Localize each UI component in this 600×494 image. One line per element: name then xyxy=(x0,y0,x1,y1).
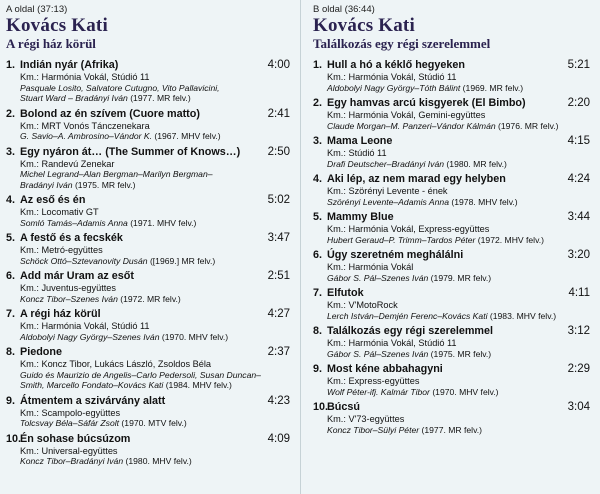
track-number: 5. xyxy=(313,211,323,223)
track-performers xyxy=(313,338,594,349)
recording-info: (1975. MR felv.) xyxy=(430,348,492,359)
track-title: Add már Uram az esőt xyxy=(20,270,134,282)
track-heading-text xyxy=(313,97,526,110)
track-heading xyxy=(313,249,594,262)
track-line-text: Km.: Juventus-együttes xyxy=(20,283,117,293)
side-a-album-title: A régi ház körül xyxy=(6,36,96,51)
track-heading xyxy=(6,194,294,207)
track-number: 9. xyxy=(6,394,16,407)
track-entry xyxy=(313,97,594,131)
track-line-text: Km.: Harmónia Vokál, Stúdió 11 xyxy=(20,72,150,82)
track-performers xyxy=(313,300,594,311)
track-duration: 3:04 xyxy=(567,401,590,413)
track-duration: 4:27 xyxy=(267,308,290,320)
recording-info: (1977. MR felv.) xyxy=(130,93,191,103)
track-title: Bolond az én szívem (Cuore matto) xyxy=(20,107,200,120)
recording-info: (1971. MHV felv.) xyxy=(130,217,197,228)
track-duration: 2:37 xyxy=(267,346,290,358)
track-credits xyxy=(6,93,294,104)
track-credits xyxy=(313,425,594,436)
track-credits xyxy=(313,273,594,284)
track-duration: 5:21 xyxy=(567,59,590,71)
track-title: A régi ház körül xyxy=(20,308,101,320)
track-performers xyxy=(6,207,294,218)
track-entry xyxy=(313,287,594,321)
recording-info: (1970. MHV felv.) xyxy=(161,331,229,342)
track-title: Piedone xyxy=(20,346,62,358)
track-line-text: Guido és Maurizio de Angelis–Carlo Pedersoli, Susan Duncan– xyxy=(20,369,261,380)
track-entry xyxy=(313,249,594,283)
track-line-text: Km.: Harmónia Vokál, Stúdió 11 xyxy=(327,72,457,82)
track-number: 7. xyxy=(313,287,323,299)
track-performers xyxy=(6,72,294,83)
track-performers xyxy=(313,148,594,159)
track-heading xyxy=(6,59,294,72)
track-performers xyxy=(313,262,594,273)
track-entry xyxy=(313,325,594,359)
track-line-text: Km.: Scampolo-együttes xyxy=(20,407,121,418)
side-b-album-title: Találkozás egy régi szerelemmel xyxy=(313,36,491,51)
track-credits xyxy=(313,121,594,132)
track-title: Hull a hó a kéklő hegyeken xyxy=(327,59,466,71)
track-performers xyxy=(6,359,294,370)
track-number: 8. xyxy=(6,346,16,358)
track-title: Elfutok xyxy=(327,287,364,299)
track-heading-text xyxy=(6,232,123,245)
track-heading xyxy=(6,146,294,159)
track-heading xyxy=(313,287,594,300)
track-line-text: Km.: Locomativ GT xyxy=(20,207,99,217)
track-entry xyxy=(6,108,294,142)
track-entry xyxy=(313,211,594,245)
recording-info: (1967. MHV felv.) xyxy=(154,131,221,141)
track-heading-text xyxy=(6,433,130,446)
track-duration: 4:23 xyxy=(267,394,290,407)
track-credits xyxy=(313,159,594,170)
recording-info: (1979. MR felv.) xyxy=(430,272,492,283)
track-heading xyxy=(313,97,594,110)
track-entry xyxy=(313,363,594,397)
track-heading-text xyxy=(313,135,392,148)
track-line-text: Hubert Geraud–P. Trimm–Tardos Péter xyxy=(327,234,478,245)
track-title: Úgy szeretném meghálálni xyxy=(327,249,464,261)
recording-info: (1970. MTV felv.) xyxy=(121,418,187,428)
recording-info: (1978. MHV felv.) xyxy=(451,196,518,207)
track-line-text: Pasquale Losito, Salvatore Cutugno, Vito Pallavicini, xyxy=(20,82,220,93)
track-heading xyxy=(6,108,294,121)
side-a-track-list xyxy=(6,59,294,467)
track-entry xyxy=(6,308,294,342)
track-duration: 3:44 xyxy=(567,211,590,223)
track-entry xyxy=(6,232,294,266)
track-line-text: Lerch István–Demjén Ferenc–Kovács Kati xyxy=(327,310,490,321)
track-line-text: Km.: Harmónia Vokál xyxy=(327,262,414,272)
track-entry xyxy=(6,395,294,429)
track-number: 2. xyxy=(6,107,16,120)
track-duration: 3:20 xyxy=(567,249,590,261)
track-line-text: Km.: Harmónia Vokál, Express-együttes xyxy=(327,224,490,234)
track-line-text: Km.: Universal-együttes xyxy=(20,445,118,456)
track-performers xyxy=(6,321,294,332)
track-performers xyxy=(313,414,594,425)
track-credits xyxy=(6,370,294,381)
track-line-text: Wolf Péter-ifj. Kalmár Tibor xyxy=(327,386,433,397)
track-line-text: Km.: Express-együttes xyxy=(327,376,420,386)
track-heading-text xyxy=(313,249,463,262)
track-credits xyxy=(6,83,294,94)
track-performers xyxy=(6,446,294,457)
track-line-text: Schöck Ottó–Sztevanovity Dusán xyxy=(20,255,150,266)
side-b-label: B oldal (36:44) xyxy=(313,4,375,15)
track-line-text: Aldobolyi Nagy György–Tóth Bálint xyxy=(327,82,463,93)
track-line-text: Smith, Marcello Fondato–Kovács Kati xyxy=(20,380,166,390)
track-line-text: Km.: Harmónia Vokál, Gemini-együttes xyxy=(327,110,486,120)
track-heading xyxy=(313,135,594,148)
track-heading xyxy=(313,173,594,186)
track-performers xyxy=(313,224,594,235)
track-title: Búcsú xyxy=(327,401,360,413)
track-line-text: Koncz Tibor–Sülyi Péter xyxy=(327,424,422,435)
track-duration: 4:24 xyxy=(567,173,590,185)
track-performers xyxy=(6,283,294,294)
track-number: 3. xyxy=(313,135,323,147)
recording-info: (1977. MR felv.) xyxy=(421,424,482,435)
side-b-artist: Kovács Kati xyxy=(313,15,415,36)
track-line-text: Bradányi Iván xyxy=(20,179,75,190)
track-heading-text xyxy=(313,401,360,414)
track-duration: 2:20 xyxy=(567,97,590,109)
track-credits xyxy=(6,131,294,142)
side-b-column xyxy=(300,0,600,494)
track-credits xyxy=(313,197,594,208)
track-credits xyxy=(6,380,294,391)
track-performers xyxy=(313,376,594,387)
recording-info: (1976. MR felv.) xyxy=(498,120,559,131)
track-line-text: Aldobolyi Nagy György–Szenes Iván xyxy=(20,331,162,342)
track-heading xyxy=(313,363,594,376)
track-credits xyxy=(313,83,594,94)
track-heading-text xyxy=(6,194,85,207)
track-entry xyxy=(313,401,594,435)
track-line-text: Km.: Harmónia Vokál, Stúdió 11 xyxy=(20,321,150,331)
track-number: 6. xyxy=(313,249,323,261)
track-line-text: Gábor S. Pál–Szenes Iván xyxy=(327,348,431,359)
track-number: 1. xyxy=(6,59,16,71)
track-title: Egy nyáron át… (The Summer of Knows…) xyxy=(20,145,241,158)
track-line-text: Km.: Randevú Zenekar xyxy=(20,158,115,169)
track-number: 7. xyxy=(6,308,16,320)
track-line-text: Drafi Deutscher–Bradányi Iván xyxy=(327,158,447,169)
track-number: 2. xyxy=(313,97,323,109)
track-title: Az eső és én xyxy=(20,194,86,206)
track-number: 1. xyxy=(313,59,323,71)
track-credits xyxy=(6,169,294,180)
track-heading-text xyxy=(313,287,364,300)
track-credits xyxy=(6,256,294,267)
track-line-text: Somló Tamás–Adamis Anna xyxy=(20,217,131,228)
track-credits xyxy=(6,456,294,467)
track-heading-text xyxy=(313,211,394,224)
track-credits xyxy=(313,311,594,322)
track-line-text: Km.: Stúdió 11 xyxy=(327,148,387,158)
track-heading xyxy=(313,401,594,414)
track-heading xyxy=(6,270,294,283)
track-line-text: Km.: V'73-együttes xyxy=(327,414,405,424)
track-credits xyxy=(6,218,294,229)
track-number: 10. xyxy=(6,432,22,445)
track-heading-text xyxy=(313,325,493,338)
recording-info: (1984. MHV felv.) xyxy=(165,380,232,390)
track-number: 5. xyxy=(6,232,16,244)
track-duration: 2:41 xyxy=(267,107,290,120)
track-number: 4. xyxy=(6,194,16,206)
track-number: 8. xyxy=(313,325,323,337)
track-title: Én sohase búcsúzom xyxy=(20,432,131,445)
track-entry xyxy=(6,194,294,228)
recording-info: (1980. MHV felv.) xyxy=(125,456,192,466)
side-a-label: A oldal (37:13) xyxy=(6,4,68,15)
track-line-text: Koncz Tibor–Bradányi Iván xyxy=(20,456,126,466)
track-performers xyxy=(6,121,294,132)
track-number: 6. xyxy=(6,270,16,282)
track-entry xyxy=(313,135,594,169)
track-duration: 3:12 xyxy=(567,325,590,337)
recording-info: (1980. MR felv.) xyxy=(446,158,507,169)
track-duration: 4:15 xyxy=(567,135,590,147)
track-credits xyxy=(313,349,594,360)
track-duration: 4:11 xyxy=(568,287,590,299)
track-credits xyxy=(6,294,294,305)
track-heading xyxy=(6,433,294,446)
track-performers xyxy=(313,186,594,197)
track-title: Indián nyár (Afrika) xyxy=(20,59,119,71)
track-heading-text xyxy=(6,146,240,159)
track-duration: 2:51 xyxy=(267,270,290,282)
track-entry xyxy=(6,146,294,191)
track-line-text: Claude Morgan–M. Panzeri–Vándor Kálmán xyxy=(327,120,499,131)
track-heading xyxy=(6,308,294,321)
track-heading-text xyxy=(313,363,443,376)
track-performers xyxy=(6,245,294,256)
track-title: Mammy Blue xyxy=(327,211,394,223)
track-performers xyxy=(6,159,294,170)
track-line-text: Stuart Ward – Bradányi Iván xyxy=(20,93,131,103)
track-title: A festő és a fecskék xyxy=(20,232,123,244)
recording-info: (1972. MR felv.) xyxy=(120,293,181,304)
side-a-artist: Kovács Kati xyxy=(6,15,108,36)
track-credits xyxy=(313,235,594,246)
recording-info: ([1969.] MR felv.) xyxy=(149,255,216,266)
track-number: 4. xyxy=(313,173,323,185)
track-line-text: Koncz Tibor–Szenes Iván xyxy=(20,293,121,304)
recording-info: (1970. MHV felv.) xyxy=(432,386,499,397)
track-line-text: Km.: Metró-együttes xyxy=(20,245,103,255)
track-entry xyxy=(313,59,594,93)
track-heading-text xyxy=(6,346,62,359)
track-entry xyxy=(6,59,294,104)
track-credits xyxy=(313,387,594,398)
track-heading-text xyxy=(6,108,200,121)
track-title: Most kéne abbahagyni xyxy=(327,363,443,375)
track-heading xyxy=(313,325,594,338)
track-performers xyxy=(6,408,294,419)
track-line-text: Km.: Koncz Tibor, Lukács László, Zsoldos Béla xyxy=(20,359,211,369)
track-number: 3. xyxy=(6,145,16,158)
track-entry xyxy=(313,173,594,207)
track-heading xyxy=(6,232,294,245)
track-heading xyxy=(6,346,294,359)
track-entry xyxy=(6,346,294,391)
recording-info: (1983. MHV felv.) xyxy=(489,310,557,321)
track-duration: 2:50 xyxy=(267,145,290,158)
track-entry xyxy=(6,433,294,467)
track-line-text: Szörényi Levente–Adamis Anna xyxy=(327,196,452,207)
track-line-text: Km.: V'MotoRock xyxy=(327,300,398,310)
track-heading xyxy=(313,59,594,72)
track-duration: 4:09 xyxy=(267,432,290,445)
track-heading-text xyxy=(6,59,118,72)
track-entry xyxy=(6,270,294,304)
track-duration: 3:47 xyxy=(267,232,290,244)
track-heading xyxy=(6,395,294,408)
track-title: Átmentem a szivárvány alatt xyxy=(20,394,166,407)
track-number: 10. xyxy=(313,401,329,413)
track-heading-text xyxy=(313,173,506,186)
track-line-text: Km.: MRT Vonós Tánczenekara xyxy=(20,120,150,131)
track-number: 9. xyxy=(313,363,323,375)
track-performers xyxy=(313,110,594,121)
track-title: Mama Leone xyxy=(327,135,393,147)
track-credits xyxy=(6,332,294,343)
track-line-text: G. Savio–A. Ambrosino–Vándor K. xyxy=(20,131,155,141)
track-title: Aki lép, az nem marad egy helyben xyxy=(327,173,506,185)
track-line-text: Gábor S. Pál–Szenes Iván xyxy=(327,272,431,283)
track-title: Találkozás egy régi szerelemmel xyxy=(327,325,494,337)
side-b-track-list xyxy=(313,59,594,435)
track-line-text: Michel Legrand–Alan Bergman–Marilyn Bergman– xyxy=(20,169,213,179)
track-heading xyxy=(313,211,594,224)
track-title: Egy hamvas arcú kisgyerek (El Bimbo) xyxy=(327,97,526,109)
track-heading-text xyxy=(6,308,101,321)
track-heading-text xyxy=(313,59,465,72)
track-line-text: Km.: Harmónia Vokál, Stúdió 11 xyxy=(327,338,457,348)
track-line-text: Tolcsvay Béla–Sáfár Zsolt xyxy=(20,418,122,428)
track-line-text: Km.: Szörényi Levente - ének xyxy=(327,186,448,196)
track-heading-text xyxy=(6,270,134,283)
track-performers xyxy=(313,72,594,83)
track-duration: 5:02 xyxy=(267,194,290,206)
recording-info: (1969. MR felv.) xyxy=(462,82,524,93)
track-heading-text xyxy=(6,395,165,408)
track-duration: 2:29 xyxy=(567,363,590,375)
recording-info: (1972. MHV felv.) xyxy=(477,234,545,245)
recording-info: (1975. MR felv.) xyxy=(74,179,136,190)
track-credits xyxy=(6,418,294,429)
track-credits xyxy=(6,180,294,191)
track-duration: 4:00 xyxy=(267,59,290,71)
